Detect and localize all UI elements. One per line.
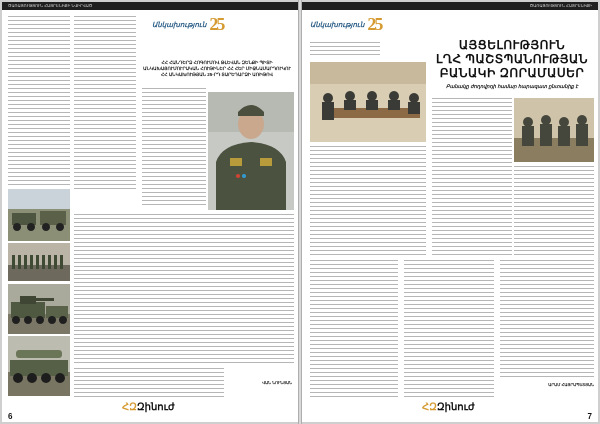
left-column-text-1 bbox=[8, 16, 70, 186]
left-column-text-3 bbox=[142, 88, 206, 208]
right-page-number: 7 bbox=[587, 412, 592, 421]
right-lower-text-2 bbox=[404, 260, 494, 400]
parade-photo bbox=[8, 243, 70, 281]
main-headline: ԱՅՑԵԼՈՒԹՅՈՒՆ ԼՂՀ ՊԱՇՏՊԱՆՈՒԹՅԱՆ ԲԱՆԱԿԻ ԶՈՐԱՄԱՍԵՐ bbox=[436, 38, 588, 80]
right-page-header: ԾԱՌԱՅՈՒԹՅՈՒՆ ՀԱՅՐԵՆԻՔԻ bbox=[302, 2, 598, 10]
right-page bbox=[302, 2, 598, 422]
group-photo bbox=[514, 98, 594, 162]
left-page-number: 6 bbox=[8, 412, 13, 421]
meeting-photo bbox=[310, 62, 426, 142]
right-footer-brand: ՀԶԶինուժ bbox=[422, 402, 475, 413]
right-column-text-2 bbox=[432, 98, 512, 256]
left-body-text bbox=[74, 214, 294, 364]
right-intro-text bbox=[310, 42, 380, 58]
left-page-header: ԾԱՌԱՅՈՒԹՅՈՒՆ ՀԱՅՐԵՆԻՔԻ ՆՎԻՐՎԱԾ bbox=[2, 2, 298, 10]
missile-launcher-photo bbox=[8, 336, 70, 396]
left-page bbox=[2, 2, 298, 422]
article-heading: ՀՀ ՀԱՆԴԵՐՁ ՀՈԳՈՒՄՈՎ ԹԼԵՎԱՆ ԶԵՆՔԻ ՊԻՏԻ ԱՆԿԱԽԱՑՈՒՄՈՒՐԱԿԱՆ ՀՈՒԹԻՆԵՐ ՀՀ ՀԵՐ ՄԻՋՆԱՄԱՐԴՈՒԿՈՒ ՀՀ ԱՆԿԱԽՈՒԹՅԱՆ 25-ՐԴ ՏԱՐԵԴԱՐՁԻ ԱՌԻԹՈՎ bbox=[143, 60, 291, 77]
anniversary-number-right: 25 bbox=[367, 14, 382, 34]
right-lower-text-1 bbox=[310, 260, 398, 400]
right-column-text-1 bbox=[310, 146, 426, 256]
military-vehicles-photo bbox=[8, 189, 70, 241]
armored-vehicles-photo bbox=[8, 284, 70, 334]
independence-25-logo-right: Անկախություն 25 bbox=[310, 14, 382, 34]
left-article-signature: ՎԱՆ ՆՈՒՆՅԱՆ bbox=[262, 380, 292, 385]
right-column-text-3 bbox=[514, 166, 594, 256]
sub-headline: Բանակը ժողովրդի համար հարազատ ընտանիք է bbox=[446, 84, 578, 90]
right-lower-text-3 bbox=[500, 260, 594, 378]
right-article-signature: ԱՐԱՄ ՀԱՅՐԱՊԵՏՅԱՆ bbox=[548, 382, 594, 387]
independence-25-logo: Անկախություն 25 bbox=[152, 14, 224, 34]
left-column-text-2 bbox=[74, 16, 136, 191]
left-footer-brand: ՀԶԶինուժ bbox=[122, 402, 175, 413]
general-portrait-photo bbox=[208, 92, 294, 210]
anniversary-number: 25 bbox=[209, 14, 224, 34]
